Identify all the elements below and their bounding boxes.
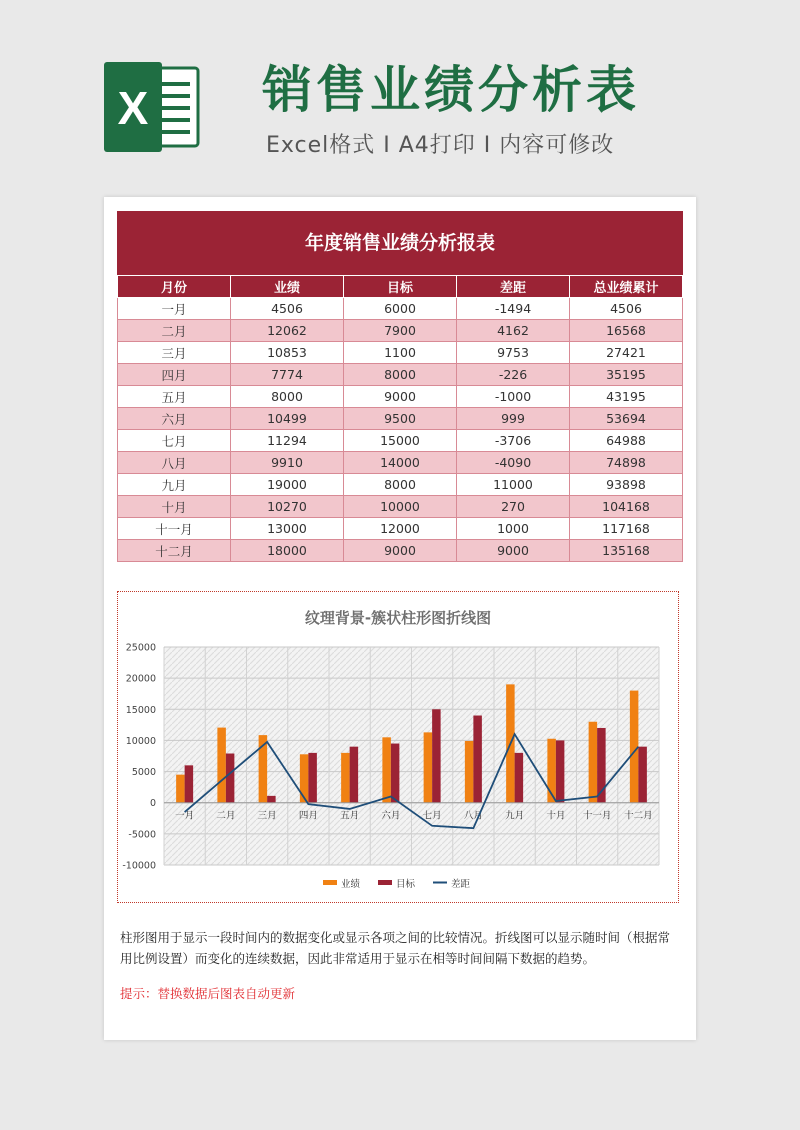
- table-row: [118, 298, 683, 320]
- table-cell: 4162: [457, 320, 570, 342]
- table-cell: 10499: [231, 408, 344, 430]
- column-header: 总业绩累计: [570, 276, 683, 298]
- table-cell: 74898: [570, 452, 683, 474]
- table-cell: 4506: [231, 298, 344, 320]
- bar-业绩: [217, 728, 226, 803]
- x-tick-label: 八月: [463, 810, 483, 822]
- table-cell: 9000: [457, 540, 570, 562]
- x-tick-label: 十二月: [624, 810, 653, 822]
- table-cell: 12000: [344, 518, 457, 540]
- bar-目标: [308, 753, 317, 803]
- column-header: 月份: [118, 276, 231, 298]
- x-tick-label: 四月: [298, 810, 318, 822]
- x-tick-label: 一月: [175, 810, 195, 822]
- table-header-row: [118, 276, 683, 298]
- table-cell: 53694: [570, 408, 683, 430]
- table-cell: 93898: [570, 474, 683, 496]
- table-cell: 9753: [457, 342, 570, 364]
- table-cell: 三月: [118, 342, 231, 364]
- table-cell: 十月: [118, 496, 231, 518]
- legend-label: 差距: [451, 879, 471, 890]
- column-header: 业绩: [231, 276, 344, 298]
- y-tick-label: -5000: [128, 829, 156, 841]
- x-tick-label: 二月: [216, 810, 236, 822]
- table-cell: 二月: [118, 320, 231, 342]
- bar-业绩: [424, 732, 433, 802]
- table-cell: 104168: [570, 496, 683, 518]
- table-cell: 35195: [570, 364, 683, 386]
- table-cell: 15000: [344, 430, 457, 452]
- x-tick-label: 九月: [505, 810, 525, 822]
- table-cell: 十一月: [118, 518, 231, 540]
- legend-label: 业绩: [341, 879, 361, 890]
- x-tick-label: 五月: [340, 810, 360, 822]
- bar-业绩: [382, 737, 391, 802]
- table-row: [118, 320, 683, 342]
- table-row: [118, 430, 683, 452]
- sales-table: [117, 275, 683, 562]
- table-cell: 七月: [118, 430, 231, 452]
- table-cell: 12062: [231, 320, 344, 342]
- table-cell: -1000: [457, 386, 570, 408]
- table-row: [118, 474, 683, 496]
- table-cell: 11294: [231, 430, 344, 452]
- chart-container: [117, 591, 679, 903]
- table-cell: 9910: [231, 452, 344, 474]
- bar-目标: [185, 765, 194, 802]
- page-header: [0, 0, 800, 190]
- legend-swatch-业绩: [323, 880, 337, 885]
- table-row: [118, 386, 683, 408]
- table-row: [118, 496, 683, 518]
- table-cell: 九月: [118, 474, 231, 496]
- page-subtitle: Excel格式 I A4打印 I 内容可修改: [266, 133, 615, 158]
- legend-label: 目标: [396, 879, 416, 890]
- table-cell: 1000: [457, 518, 570, 540]
- update-tip: 提示：替换数据后图表自动更新: [120, 986, 296, 1001]
- table-cell: 10270: [231, 496, 344, 518]
- bar-目标: [473, 716, 482, 803]
- bar-目标: [391, 744, 400, 803]
- table-cell: 十二月: [118, 540, 231, 562]
- column-header: 差距: [457, 276, 570, 298]
- table-row: [118, 540, 683, 562]
- combo-chart: [118, 592, 678, 902]
- table-cell: 64988: [570, 430, 683, 452]
- bar-业绩: [300, 754, 309, 802]
- bar-目标: [432, 709, 441, 802]
- table-cell: 四月: [118, 364, 231, 386]
- table-cell: 18000: [231, 540, 344, 562]
- x-tick-label: 十月: [546, 810, 566, 822]
- table-cell: 1100: [344, 342, 457, 364]
- table-cell: 27421: [570, 342, 683, 364]
- bar-目标: [350, 747, 359, 803]
- table-row: [118, 342, 683, 364]
- table-body: [118, 298, 683, 562]
- bar-目标: [515, 753, 524, 803]
- chart-description: 柱形图用于显示一段时间内的数据变化或显示各项之间的比较情况。折线图可以显示随时间（根据常用比例设置）而变化的连续数据，因此非常适用于显示在相等时间间隔下数据的趋势。: [120, 930, 671, 966]
- bar-业绩: [465, 741, 474, 803]
- y-tick-label: 0: [149, 798, 156, 810]
- table-row: [118, 452, 683, 474]
- x-tick-label: 六月: [381, 810, 401, 822]
- table-cell: 8000: [344, 474, 457, 496]
- y-tick-label: 10000: [125, 735, 156, 747]
- table-row: [118, 518, 683, 540]
- table-row: [118, 364, 683, 386]
- y-tick-label: 5000: [131, 767, 156, 779]
- table-cell: 999: [457, 408, 570, 430]
- table-cell: 10000: [344, 496, 457, 518]
- x-tick-label: 十一月: [582, 810, 612, 822]
- bar-业绩: [630, 691, 639, 803]
- table-cell: 8000: [344, 364, 457, 386]
- table-cell: 8000: [231, 386, 344, 408]
- table-cell: 4506: [570, 298, 683, 320]
- bar-业绩: [176, 775, 185, 803]
- x-tick-label: 七月: [422, 810, 442, 822]
- excel-logo-icon: [102, 58, 200, 156]
- y-tick-label: 15000: [125, 704, 156, 716]
- table-cell: -1494: [457, 298, 570, 320]
- bar-目标: [638, 747, 647, 803]
- table-cell: 9000: [344, 386, 457, 408]
- bar-业绩: [589, 722, 598, 803]
- table-cell: 270: [457, 496, 570, 518]
- report-title: 年度销售业绩分析报表: [117, 211, 683, 275]
- bar-业绩: [341, 753, 350, 803]
- bar-目标: [267, 796, 276, 803]
- bar-目标: [556, 740, 565, 802]
- table-cell: 135168: [570, 540, 683, 562]
- table-cell: 6000: [344, 298, 457, 320]
- table-cell: 13000: [231, 518, 344, 540]
- legend-swatch-目标: [378, 880, 392, 885]
- table-row: [118, 408, 683, 430]
- table-cell: 43195: [570, 386, 683, 408]
- table-cell: 一月: [118, 298, 231, 320]
- logo-letter: X: [117, 82, 149, 134]
- table-cell: 16568: [570, 320, 683, 342]
- table-cell: 14000: [344, 452, 457, 474]
- table-cell: 八月: [118, 452, 231, 474]
- x-tick-label: 三月: [257, 810, 277, 822]
- bar-目标: [226, 754, 235, 803]
- table-cell: 9000: [344, 540, 457, 562]
- y-tick-label: -10000: [122, 860, 156, 872]
- chart-title: 纹理背景-簇状柱形图折线图: [304, 609, 492, 627]
- y-tick-label: 25000: [125, 642, 156, 654]
- table-cell: -4090: [457, 452, 570, 474]
- table-cell: 7774: [231, 364, 344, 386]
- table-cell: 19000: [231, 474, 344, 496]
- table-cell: 六月: [118, 408, 231, 430]
- table-cell: 五月: [118, 386, 231, 408]
- page-title: 销售业绩分析表: [262, 61, 640, 119]
- table-cell: 11000: [457, 474, 570, 496]
- y-tick-label: 20000: [125, 673, 156, 685]
- document-page: [104, 197, 696, 1040]
- column-header: 目标: [344, 276, 457, 298]
- table-cell: 117168: [570, 518, 683, 540]
- report-table-section: [117, 211, 683, 562]
- table-cell: -3706: [457, 430, 570, 452]
- table-cell: 10853: [231, 342, 344, 364]
- table-cell: 9500: [344, 408, 457, 430]
- table-cell: 7900: [344, 320, 457, 342]
- table-cell: -226: [457, 364, 570, 386]
